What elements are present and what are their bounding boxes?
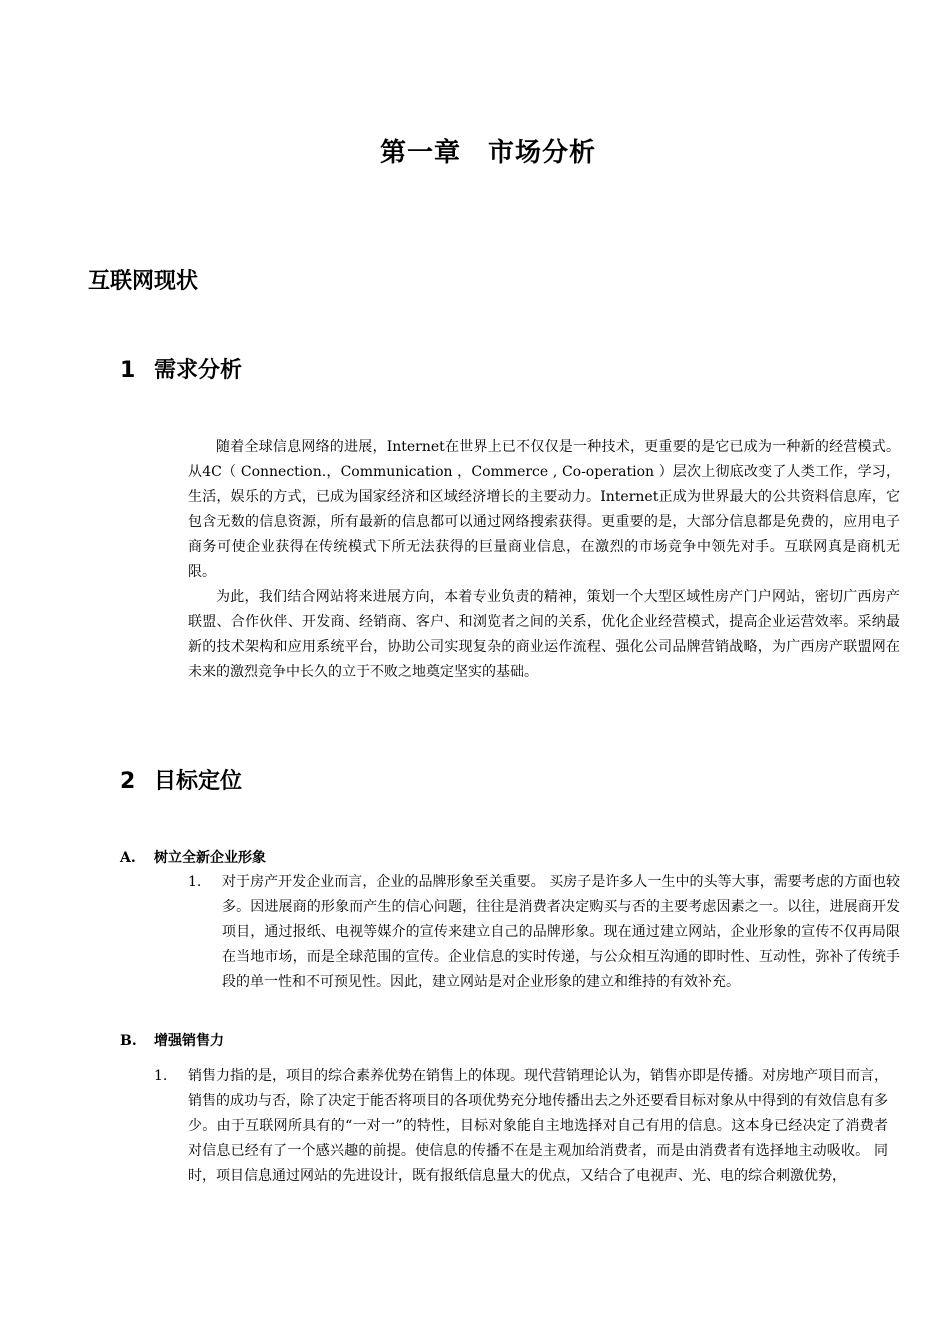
heading-number: 2 [120,769,136,794]
list-item [154,1064,888,1189]
section-title: 互联网现状 [88,269,199,294]
heading-text: 需求分析 [154,358,243,383]
paragraph: 为此，我们结合网站将来进展方向，本着专业负责的精神，策划一个大型区域性房产门户网站，密切广西房产联盟、合作伙伴、开发商、经销商、客户、和浏览者之间的关系，优化企业经营模式，提高企业运营效率。采纳最新的技术架构和应用系统平台，协助公司实现复杂的商业运作流程、强化公司品牌营销战略，为广西房产联盟网在未来的激烈竞争中长久的立于不败之地奠定坚实的基础。 [188,589,900,680]
chapter-title: 第一章 市场分析 [379,138,596,168]
item-heading-text: 增强销售力 [154,1033,224,1049]
item-heading-text: 树立全新企业形象 [154,850,266,866]
item-heading-sales-power [120,1031,224,1051]
item-letter: A. [120,850,136,866]
paragraph: 随着全球信息网络的进展，Internet在世界上已不仅仅是一种技术，更重要的是它已成为一种新的经营模式。从4C（ Connection.，Communication ，Commerce , Co-operation ）层次上彻底改变了人类工作，学习，生活，娱乐的方式，已成为国家经济和区域经济增长的主要动力。Internet正成为世界最大的公共资料信息库，它包含无数的信息资源，所有最新的信息都可以通过网络搜索获得。更重要的是，大部分信息都是免费的，应用电子商务可使企业获得在传统模式下所无法获得的巨量商业信息，在激烈的市场竞争中领先对手。互联网真是商机无限。 [188,439,900,580]
item-letter: B. [120,1033,137,1049]
heading-target-positioning [120,764,242,795]
heading-number: 1 [120,358,136,383]
heading-demand-analysis [120,353,242,384]
list-text: 对于房产开发企业而言，企业的品牌形象至关重要。 买房子是许多人一生中的头等大事，需要考虑的方面也较多。因进展商的形象而产生的信心问题，往往是消费者决定购买与否的主要考虑因素之一。以往，进展商开发项目，通过报纸、电视等媒介的宣传来建立自己的品牌形象。现在通过建立网站，企业形象的宣传不仅再局限在当地市场，而是全球范围的宣传。企业信息的实时传递，与公众相互沟通的即时性、互动性，弥补了传统手段的单一性和不可预见性。因此，建立网站是对企业形象的建立和维持的有效补充。 [222,874,900,990]
list-number: 1. [188,874,202,890]
list-item [188,870,900,995]
item-heading-brand-image [120,848,266,868]
list-text: 销售力指的是，项目的综合素养优势在销售上的体现。现代营销理论认为，销售亦即是传播。对房地产项目而言，销售的成功与否，除了决定于能否将项目的各项优势充分地传播出去之外还要看目标对象从中得到的有效信息有多少。由于互联网所具有的“一对一”的特性，目标对象能自主地选择对自己有用的信息。这本身已经决定了消费者对信息已经有了一个感兴趣的前提。使信息的传播不在是主观加给消费者，而是由消费者有选择地主动吸收。 同时，项目信息通过网站的先进设计，既有报纸信息量大的优点，又结合了电视声、光、电的综合刺激优势， [188,1068,888,1184]
heading-text: 目标定位 [154,769,243,794]
list-number: 1. [154,1068,168,1084]
demand-analysis-body [188,435,900,685]
